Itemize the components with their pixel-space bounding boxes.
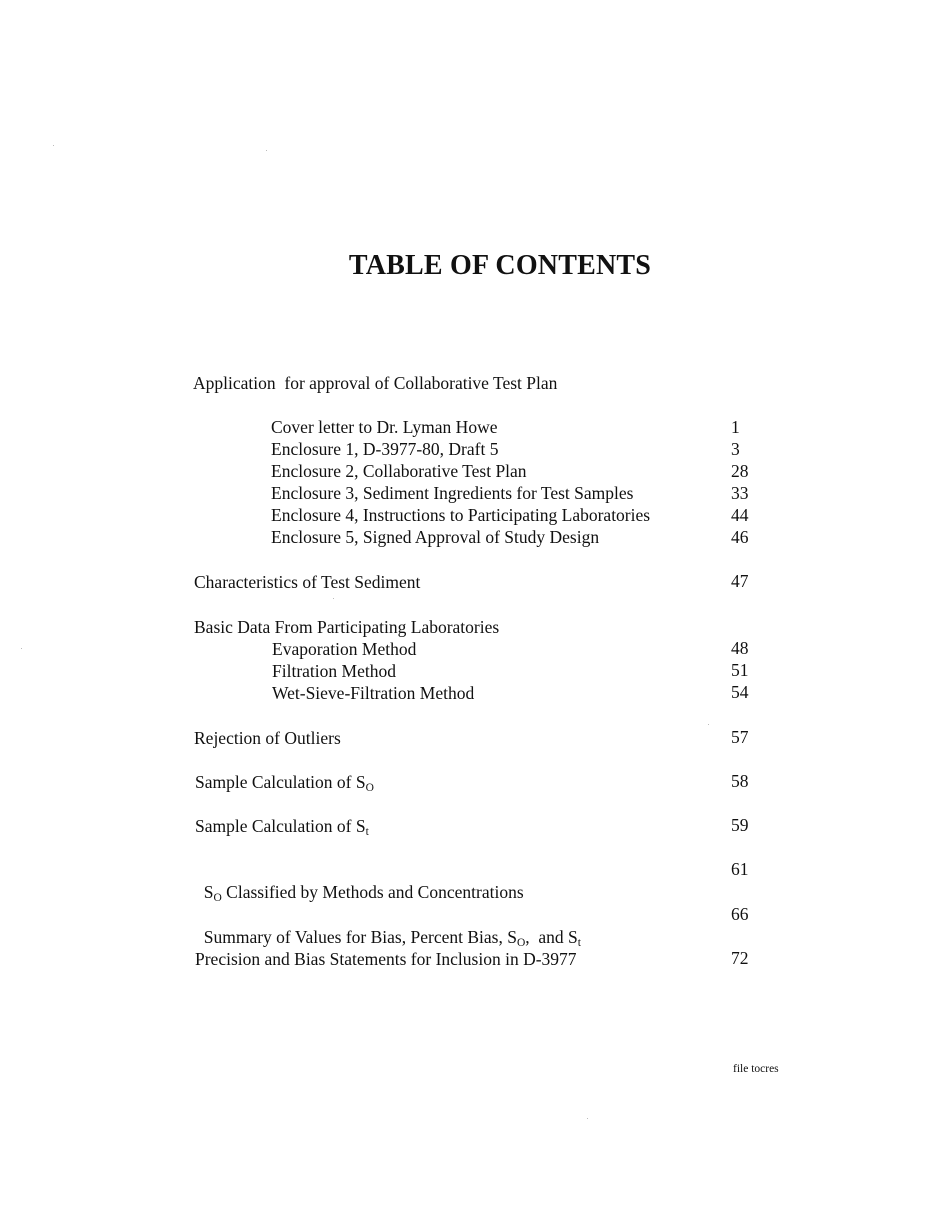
toc-entry-rejection: Rejection of Outliers — [194, 728, 341, 748]
toc-page-enclosure-3: 33 — [731, 483, 749, 503]
toc-entry-summary — [195, 904, 581, 954]
so-classified-subscript: O — [213, 892, 222, 904]
so-classified-prefix: S — [203, 882, 214, 902]
file-label: file tocres — [733, 1063, 779, 1075]
summary-subscript-1: O — [516, 937, 526, 949]
toc-entry-wet-sieve: Wet-Sieve-Filtration Method — [272, 683, 475, 703]
toc-page-precision: 72 — [731, 948, 749, 968]
toc-entry-cover-letter: Cover letter to Dr. Lyman Howe — [271, 417, 498, 437]
toc-entry-sample-so — [195, 771, 374, 799]
toc-entry-enclosure-2: Enclosure 2, Collaborative Test Plan — [271, 461, 527, 481]
toc-entry-sample-st — [195, 815, 369, 843]
toc-entry-precision: Precision and Bias Statements for Inclusion in D-3977 — [195, 949, 577, 969]
summary-subscript-2: t — [577, 937, 581, 949]
page-title: TABLE OF CONTENTS — [348, 250, 652, 281]
so-classified-label: Classified by Methods and Concentrations — [221, 882, 524, 902]
summary-part2: , and S — [525, 927, 578, 947]
toc-page-enclosure-4: 44 — [731, 505, 749, 525]
toc-page-cover-letter: 1 — [731, 417, 740, 437]
sample-st-subscript: t — [365, 826, 369, 838]
toc-entry-evaporation: Evaporation Method — [272, 639, 417, 659]
toc-entry-filtration: Filtration Method — [272, 661, 396, 681]
toc-page-characteristics: 47 — [731, 571, 749, 591]
toc-page-enclosure-5: 46 — [731, 527, 749, 547]
toc-entry-characteristics: Characteristics of Test Sediment — [194, 572, 421, 592]
toc-entry-enclosure-5: Enclosure 5, Signed Approval of Study Design — [271, 527, 600, 547]
toc-entry-enclosure-3: Enclosure 3, Sediment Ingredients for Test Samples — [271, 483, 634, 503]
toc-entry-enclosure-1: Enclosure 1, D-3977-80, Draft 5 — [271, 439, 499, 459]
toc-page-wet-sieve: 54 — [731, 682, 749, 702]
toc-entry-so-classified — [195, 859, 524, 909]
scan-speck — [708, 724, 709, 725]
toc-entry-enclosure-4: Enclosure 4, Instructions to Participating Laboratories — [271, 505, 651, 525]
toc-page-so-classified: 61 — [731, 859, 749, 879]
sample-so-label: Sample Calculation of S — [195, 772, 366, 792]
section-heading-application: Application for approval of Collaborative Test Plan — [193, 373, 558, 393]
sample-st-label: Sample Calculation of S — [195, 816, 366, 836]
toc-page-summary: 66 — [731, 904, 749, 924]
toc-page-sample-so: 58 — [731, 771, 749, 791]
toc-page-enclosure-2: 28 — [731, 461, 749, 481]
scan-speck — [266, 150, 267, 151]
toc-page-evaporation: 48 — [731, 638, 749, 658]
summary-part1: Summary of Values for Bias, Percent Bias, S — [203, 927, 517, 947]
toc-page-rejection: 57 — [731, 727, 749, 747]
toc-page-enclosure-1: 3 — [731, 439, 740, 459]
scan-speck — [53, 145, 54, 146]
toc-page-sample-st: 59 — [731, 815, 749, 835]
section-heading-basic-data: Basic Data From Participating Laboratories — [194, 617, 500, 637]
scan-speck — [21, 648, 22, 649]
scan-speck — [587, 1118, 588, 1119]
sample-so-subscript: O — [365, 782, 374, 794]
toc-page-filtration: 51 — [731, 660, 749, 680]
scan-speck — [333, 598, 334, 599]
